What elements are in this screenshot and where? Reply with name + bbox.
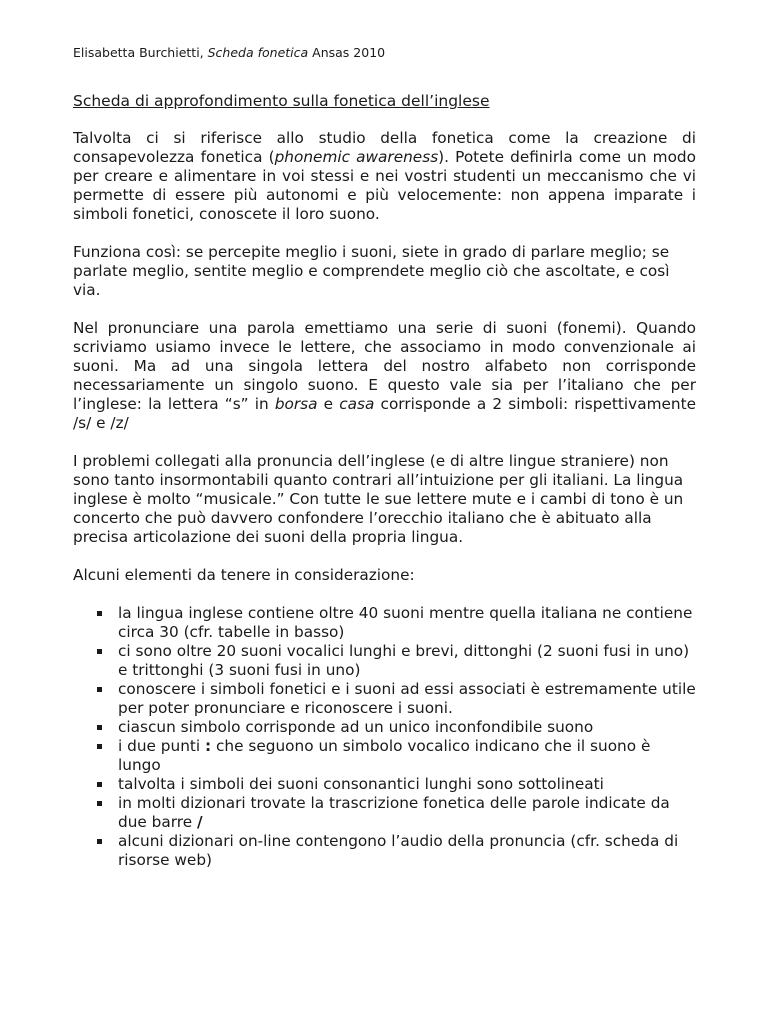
list-item bbox=[118, 718, 696, 737]
paragraph-intro-italic: phonemic awareness bbox=[274, 148, 439, 166]
bullet-square-icon bbox=[97, 801, 102, 806]
header-doc-name: Scheda fonetica bbox=[207, 45, 309, 60]
bullet-square-icon bbox=[97, 839, 102, 844]
paragraph-pronuncia-text-b: e bbox=[317, 395, 340, 413]
list-item-text-a: i due punti bbox=[118, 737, 206, 755]
considerations-list bbox=[73, 604, 696, 870]
list-item bbox=[118, 680, 696, 718]
list-item bbox=[118, 794, 696, 832]
paragraph-funziona: Funziona così: se percepite meglio i suoni, siete in grado di parlare meglio; se parlate meglio, sentite meglio e comprendete meglio ciò che ascoltate, e così via. bbox=[73, 243, 670, 299]
paragraph-pronuncia-text-a: Nel pronunciare una parola emettiamo una serie di suoni (fonemi). Quando scriviamo usiamo invece le lettere, che associamo in modo convenzionale ai suoni. Ma ad una singola lettera del nostro alfabeto non corrisponde necessariamente un singolo suono. E questo vale sia per l’italiano che per l’inglese: la lettera “s” in bbox=[73, 319, 696, 413]
bullet-square-icon bbox=[97, 611, 102, 616]
bullet-square-icon bbox=[97, 687, 102, 692]
slash-symbol: / bbox=[197, 813, 203, 831]
list-item bbox=[118, 604, 696, 642]
bullet-square-icon bbox=[97, 744, 102, 749]
paragraph-problemi: I problemi collegati alla pronuncia dell’inglese (e di altre lingue straniere) non sono tanto insormontabili quanto contrari all’intuizione per gli italiani. La lingua inglese è molto “musicale.” Con tutte le sue lettere mute e i cambi di tono è un concerto che può davvero confondere l’orecchio italiano che è abituato alla precisa articolazione dei suoni della propria lingua. bbox=[73, 452, 684, 546]
list-item bbox=[118, 775, 696, 794]
word-borsa: borsa bbox=[274, 395, 318, 413]
paragraph-elementi-intro: Alcuni elementi da tenere in considerazione: bbox=[73, 566, 415, 584]
word-casa: casa bbox=[339, 395, 375, 413]
list-item-text: alcuni dizionari on-line contengono l’audio della pronuncia (cfr. scheda di risorse web) bbox=[118, 832, 679, 869]
list-item bbox=[118, 832, 696, 870]
list-item-text: ciascun simbolo corrisponde ad un unico inconfondibile suono bbox=[118, 718, 594, 736]
header-org-year: Ansas 2010 bbox=[308, 45, 386, 60]
document-title: Scheda di approfondimento sulla fonetica dell’inglese bbox=[73, 92, 490, 110]
list-item-text: talvolta i simboli dei suoni consonantici lunghi sono sottolineati bbox=[118, 775, 604, 793]
list-item-text-b: che seguono un simbolo vocalico indicano che il suono è lungo bbox=[118, 737, 651, 774]
paragraph-intro-text-b: ). Potete definirla come un modo per creare e alimentare in voi stessi e nei vostri studenti un meccanismo che vi permette di essere più autonomi e più velocemente: non appena imparate i simboli fonetici, conoscete il loro suono. bbox=[73, 148, 696, 223]
page-header bbox=[73, 45, 385, 61]
list-item bbox=[118, 642, 696, 680]
colon-symbol: : bbox=[205, 737, 212, 755]
paragraph-intro-text-a: Talvolta ci si riferisce allo studio della fonetica come la creazione di consapevolezza fonetica ( bbox=[73, 129, 696, 166]
document-body bbox=[73, 129, 696, 870]
paragraph-pronuncia-text-c: corrisponde a 2 simboli: rispettivamente /s/ e /z/ bbox=[73, 395, 696, 432]
list-item-text: ci sono oltre 20 suoni vocalici lunghi e brevi, dittonghi (2 suoni fusi in uno) e trittonghi (3 suoni fusi in uno) bbox=[118, 642, 690, 679]
bullet-square-icon bbox=[97, 649, 102, 654]
bullet-square-icon bbox=[97, 725, 102, 730]
bullet-square-icon bbox=[97, 782, 102, 787]
list-item bbox=[118, 737, 696, 775]
header-author: Elisabetta Burchietti, bbox=[73, 45, 208, 60]
list-item-text: la lingua inglese contiene oltre 40 suoni mentre quella italiana ne contiene circa 30 (cfr. tabelle in basso) bbox=[118, 604, 693, 641]
paragraph-pronuncia bbox=[73, 319, 696, 433]
list-item-text-a: in molti dizionari trovate la trascrizione fonetica delle parole indicate da due barre bbox=[118, 794, 670, 831]
paragraph-intro bbox=[73, 129, 696, 224]
list-item-text: conoscere i simboli fonetici e i suoni ad essi associati è estremamente utile per poter pronunciare e riconoscere i suoni. bbox=[118, 680, 696, 717]
